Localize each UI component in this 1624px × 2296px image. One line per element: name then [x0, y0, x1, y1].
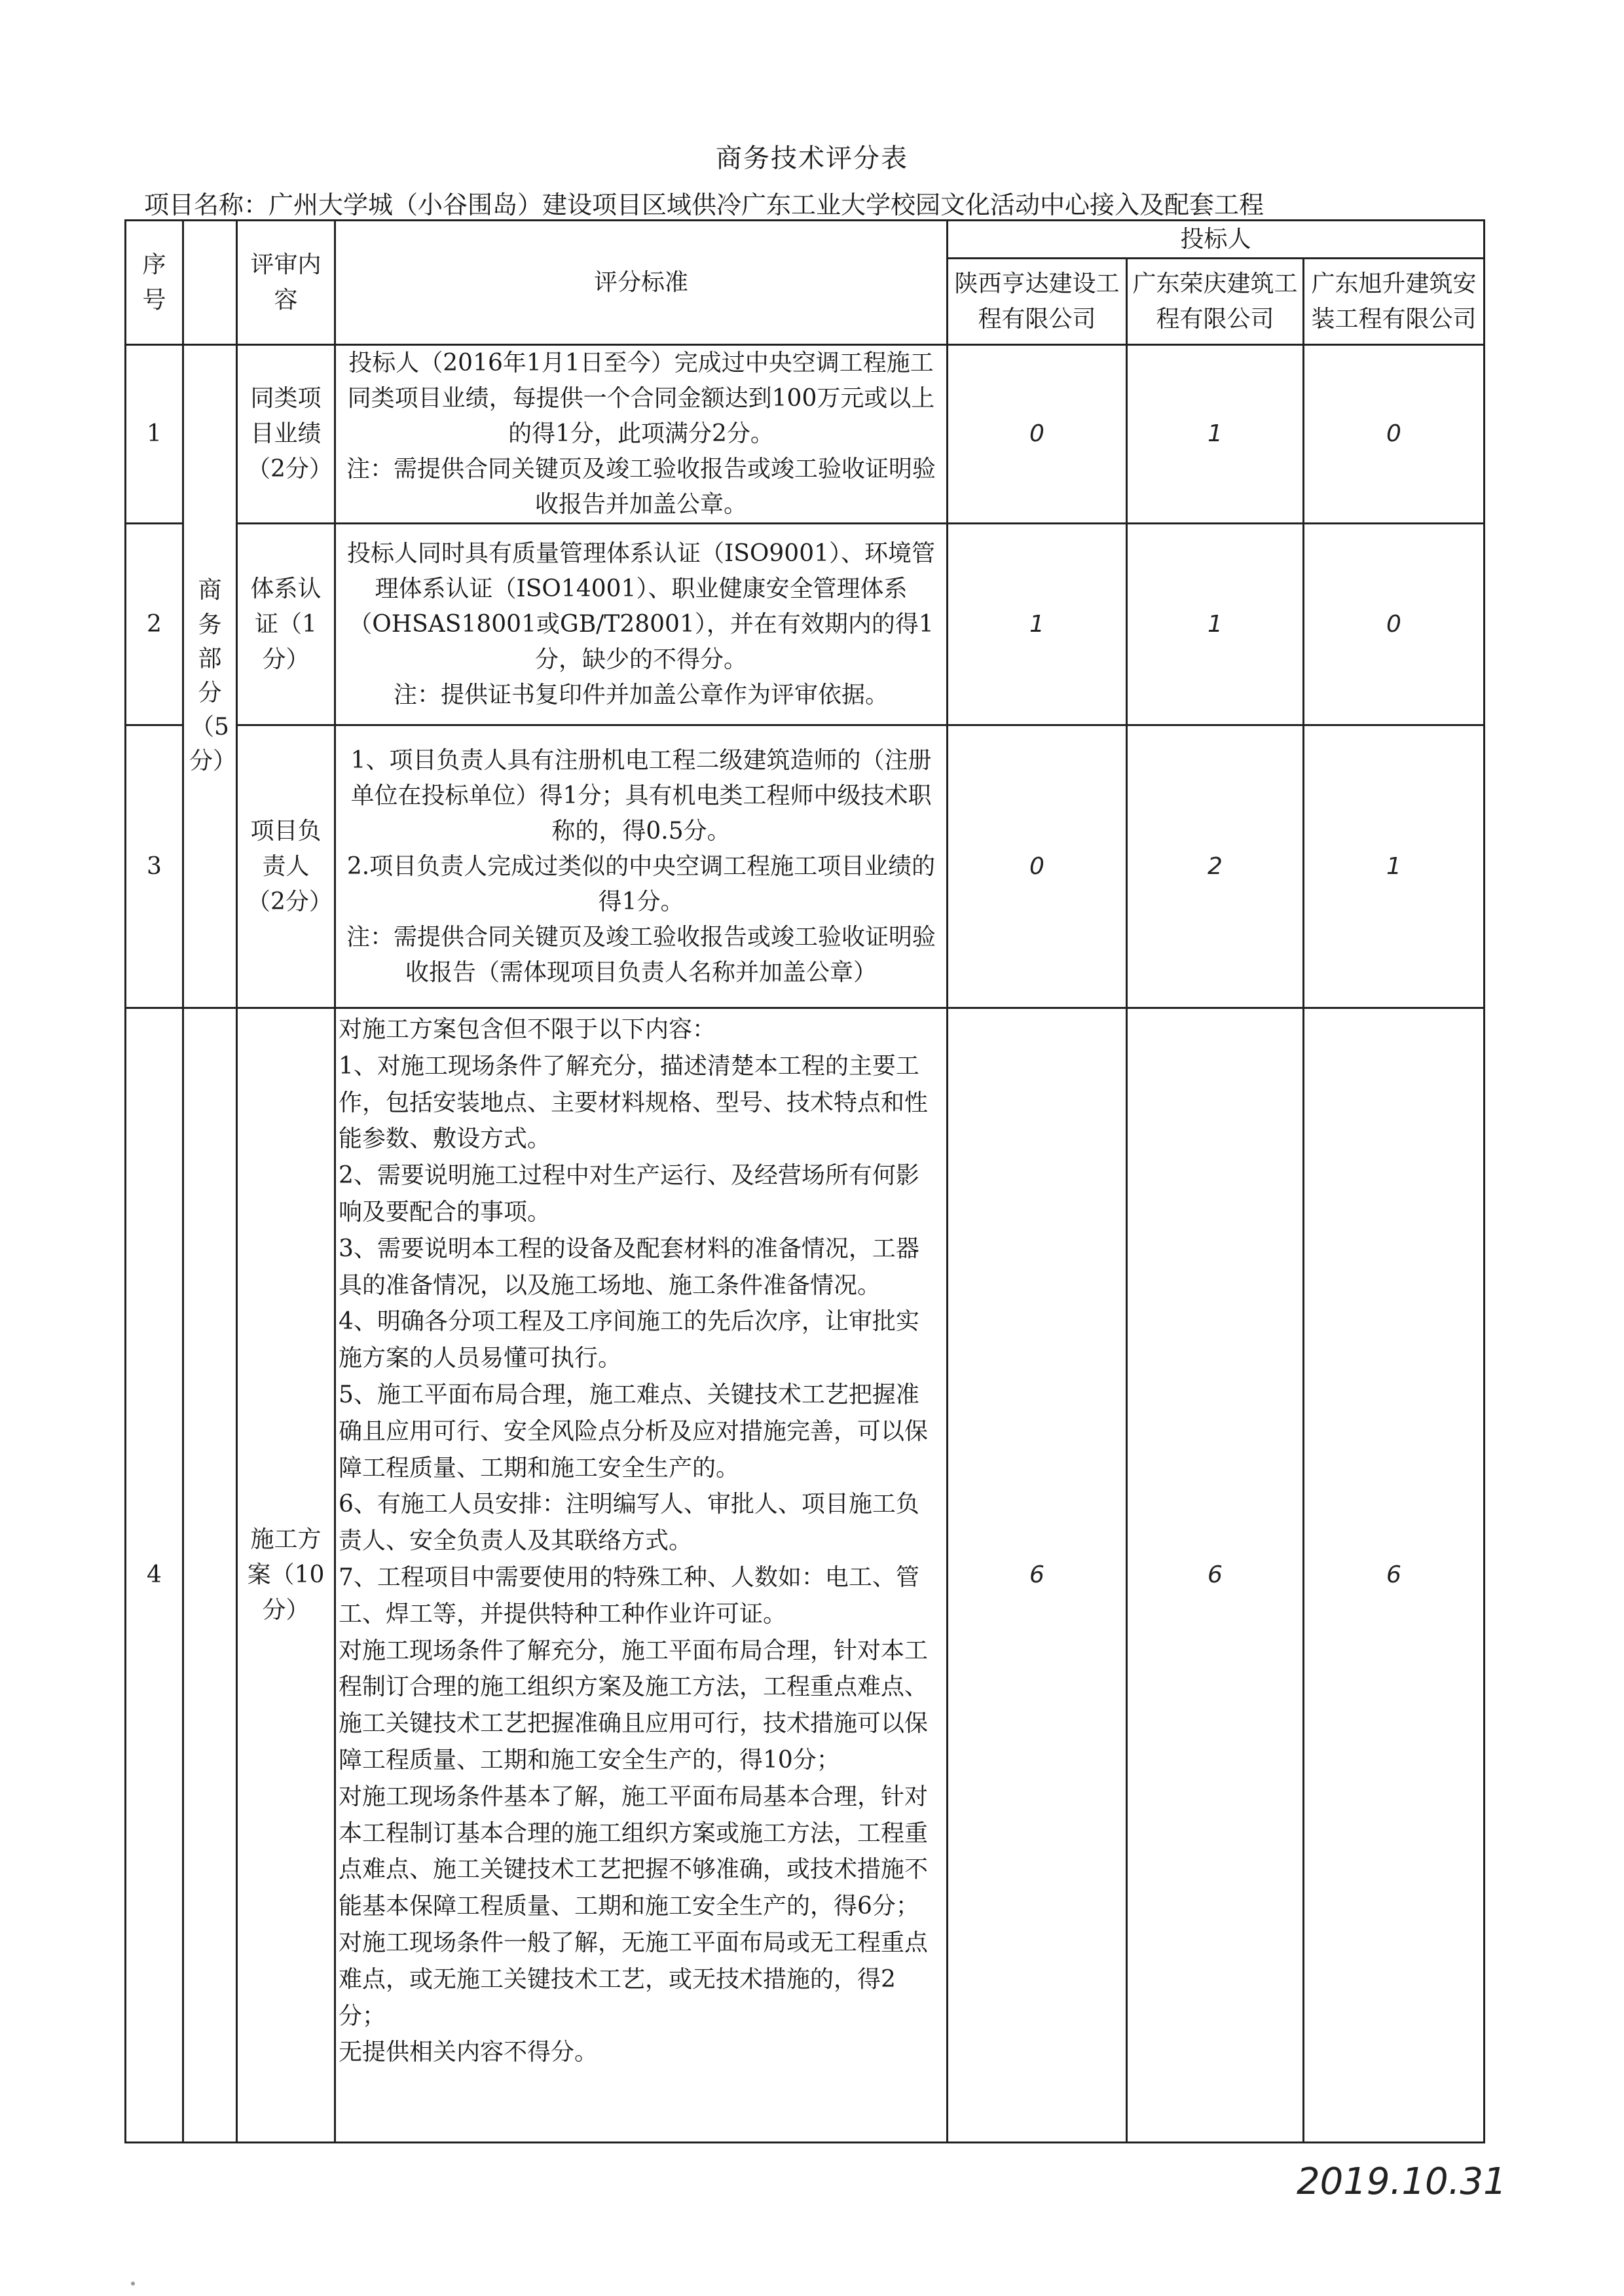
criteria-para: 2、需要说明施工过程中对生产运行、及经营场所有何影响及要配合的事项。	[339, 1162, 919, 1226]
row-seq: 1	[126, 345, 183, 524]
row-seq: 4	[126, 1008, 183, 2143]
score-bidder-1: 0	[948, 725, 1127, 1008]
document-title: 商务技术评分表	[716, 143, 908, 173]
row-seq: 2	[126, 524, 183, 725]
table-row	[126, 725, 1485, 1008]
criteria-para: 对施工现场条件一般了解，无施工平面布局或无工程重点难点，或无施工关键技术工艺，或无技术措施的，得2分；	[339, 1929, 929, 2030]
score-bidder-2: 1	[1127, 345, 1304, 524]
scoring-table	[124, 219, 1485, 2143]
section-label-text: 商务部分（5分）	[189, 577, 237, 775]
row-criteria	[335, 725, 948, 1008]
project-name-line: 项目名称：广州大学城（小谷围岛）建设项目区域供冷广东工业大学校园文化活动中心接入及配套工程	[144, 191, 1264, 219]
score-bidder-2: 1	[1127, 524, 1304, 725]
score-bidder-1: 0	[948, 345, 1127, 524]
row-content: 体系认证（1分）	[237, 524, 335, 725]
header-bidder-1: 陕西亨达建设工程有限公司	[948, 259, 1127, 345]
criteria-note: 注：需提供合同关键页及竣工验收报告或竣工验收证明验收报告并加盖公章。	[346, 456, 936, 518]
row-content: 同类项目业绩（2分）	[237, 345, 335, 524]
header-bidder-3: 广东旭升建筑安装工程有限公司	[1304, 259, 1485, 345]
criteria-para: 对施工方案包含但不限于以下内容：	[339, 1016, 716, 1043]
table-row	[126, 524, 1485, 725]
criteria-para: 对施工现场条件基本了解，施工平面布局基本合理，针对本工程制订基本合理的施工组织方案或施工方法，工程重点难点、施工关键技术工艺把握不够准确，或技术措施不能基本保障工程质量、工期和施工安全生产的，得6分；	[339, 1783, 929, 1920]
criteria-para: 投标人同时具有质量管理体系认证（ISO9001）、环境管理体系认证（ISO14001）、职业健康安全管理体系（OHSAS18001或GB/T28001），并在有效期内的得1分，缺少的不得分。	[346, 539, 935, 673]
criteria-para: 对施工现场条件了解充分，施工平面布局合理，针对本工程制订合理的施工组织方案及施工方法，工程重点难点、施工关键技术工艺把握准确且应用可行，技术措施可以保障工程质量、工期和施工安全生产的，得10分；	[339, 1637, 929, 1774]
row-content: 项目负责人（2分）	[237, 725, 335, 1008]
criteria-para: 6、有施工人员安排：注明编写人、审批人、项目施工负责人、安全负责人及其联络方式。	[339, 1491, 919, 1555]
score-bidder-3: 0	[1304, 345, 1485, 524]
header-bidder-2: 广东荣庆建筑工程有限公司	[1127, 259, 1304, 345]
criteria-para: 2.项目负责人完成过类似的中央空调工程施工项目业绩的得1分。	[346, 852, 936, 915]
score-bidder-3: 1	[1304, 725, 1485, 1008]
header-criteria: 评分标准	[335, 221, 948, 345]
criteria-para: 5、施工平面布局合理，施工难点、关键技术工艺把握准确且应用可行、安全风险点分析及应对措施完善，可以保障工程质量、工期和施工安全生产的。	[339, 1381, 929, 1482]
table-row	[126, 345, 1485, 524]
header-content: 评审内容	[237, 221, 335, 345]
section-empty-cell	[183, 1008, 237, 2143]
handwritten-date: 2019.10.31	[1297, 2160, 1507, 2203]
criteria-note: 注：提供证书复印件并加盖公章作为评审依据。	[393, 681, 889, 708]
row-criteria	[335, 1008, 948, 2143]
score-bidder-2: 2	[1127, 725, 1304, 1008]
header-section	[183, 221, 237, 345]
criteria-note: 注：需提供合同关键页及竣工验收报告或竣工验收证明验收报告（需体现项目负责人名称并加盖公章）	[346, 923, 936, 986]
score-bidder-1: 1	[948, 524, 1127, 725]
header-seq: 序号	[126, 221, 183, 345]
row-seq: 3	[126, 725, 183, 1008]
section-label	[183, 345, 237, 1008]
row-criteria	[335, 345, 948, 524]
criteria-para: 7、工程项目中需要使用的特殊工种、人数如：电工、管工、焊工等，并提供特种工种作业许可证。	[339, 1563, 919, 1628]
criteria-para: 4、明确各分项工程及工序间施工的先后次序，让审批实施方案的人员易懂可执行。	[339, 1308, 919, 1372]
score-bidder-1: 6	[948, 1008, 1127, 2143]
row-criteria	[335, 524, 948, 725]
header-bidders-group: 投标人	[948, 221, 1485, 259]
criteria-para: 投标人（2016年1月1日至今）完成过中央空调工程施工同类项目业绩，每提供一个合同金额达到100万元或以上的得1分，此项满分2分。	[347, 350, 935, 447]
score-bidder-2: 6	[1127, 1008, 1304, 2143]
score-bidder-3: 6	[1304, 1008, 1485, 2143]
criteria-para: 无提供相关内容不得分。	[339, 2039, 599, 2066]
criteria-para: 3、需要说明本工程的设备及配套材料的准备情况，工器具的准备情况，以及施工场地、施工条件准备情况。	[339, 1235, 919, 1299]
criteria-para: 1、对施工现场条件了解充分，描述清楚本工程的主要工作，包括安装地点、主要材料规格、型号、技术特点和性能参数、敷设方式。	[339, 1052, 929, 1153]
scan-speck	[131, 2282, 135, 2286]
table-row	[126, 1008, 1485, 2143]
score-bidder-3: 0	[1304, 524, 1485, 725]
row-content: 施工方案（10分）	[237, 1008, 335, 2143]
criteria-para: 1、项目负责人具有注册机电工程二级建筑造师的（注册单位在投标单位）得1分；具有机电类工程师中级技术职称的，得0.5分。	[350, 746, 932, 845]
